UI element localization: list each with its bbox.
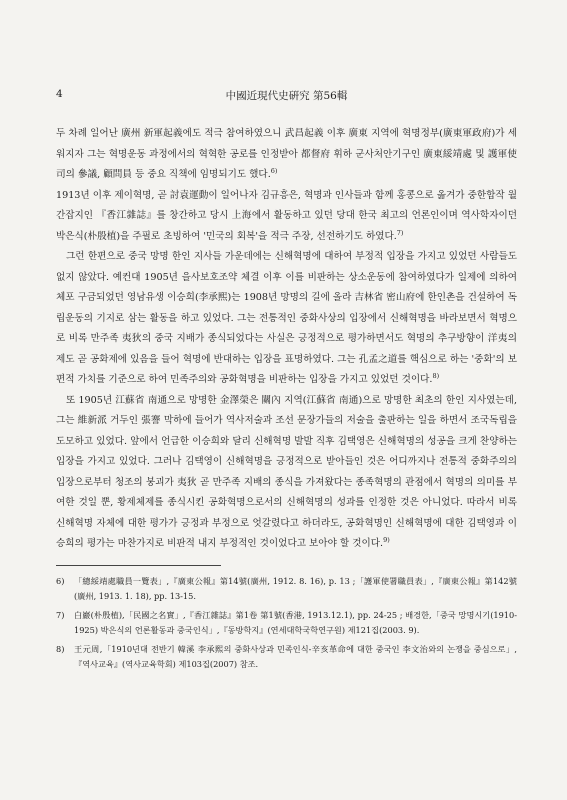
page-number: 4 [56, 88, 63, 100]
footnote-7 [56, 608, 517, 639]
footnote-text: 「總綏靖處職員一覽表」,『廣東公報』第14號(廣州, 1912. 8. 16), p. 13 ;「護軍使署職員表」,『廣東公報』第142號(廣州, 1913. 1. 18), pp. 13-15. [74, 575, 517, 601]
footnote-ref-7[interactable]: 7) [396, 228, 404, 237]
footnote-divider [56, 565, 221, 566]
journal-title: 中國近現代史硏究 第56輯 [225, 90, 348, 102]
paragraph-2: 1913년 이후 제이혁명, 곧 討袁運動이 일어나자 김규흥은, 혁명과 인사들과 함께 홍콩으로 옮겨가 중한합작 월간잡지인 『香江雜誌』를 창간하고 당시 上海에서 활동하고 있던 당대 한국 최고의 언론인이며 역사학자이던 박은식(朴殷植)을 주필로 초빙하여 '민국의 회복'을 적극 주장, 선전하기도 하였다.$^{7)}$ [56, 189, 517, 242]
footnote-ref-6[interactable]: 6) [270, 166, 278, 175]
footnote-8 [56, 642, 517, 673]
footnote-ref-8[interactable]: 8) [432, 371, 440, 380]
footnote-6 [56, 574, 517, 605]
footnote-number: 6) [56, 575, 65, 586]
footnote-text: 白巖(朴殷植),「民國之名實」,『香江雜誌』第1卷 第1號(香港, 1913.12.1), pp. 24-25 ; 배경한,「중국 망명시기(1910-1925) 박은식의 언론활동과 중국인식」,『동방학지』(연세대학국학연구원) 제121집(2003. 9). [74, 609, 517, 635]
paragraph-3: 그런 한편으로 중국 망명 한인 지사들 가운데에는 신해혁명에 대하여 부정적 입장을 가지고 있었던 사람들도 없지 않았다. 예컨대 1905년 을사보호조약 체결 이후 이를 비판하는 상소운동에 참여하였다가 일제에 의하여 체포 구금되었던 영남유생 이승희(李承熙)는 1908년 망명의 길에 올라 吉林省 密山府에 한인촌을 건설하여 독립운동의 기지로 삼는 활동을 하고 있었다. 그는 전통적인 중화사상의 입장에서 신해혁명을 바라보면서 혁명으로 비록 만주족 夷狄의 중국 지배가 종식되었다는 사실은 긍정적으로 평가하면서도 혁명의 추구방향이 洋夷의 제도 곧 공화제에 있음을 들어 혁명에 반대하는 입장을 표명하였다. 그는 孔孟之道를 핵심으로 하는 '중화'의 보편적 가치를 기준으로 하여 민족주의와 공화혁명을 비판하는 입장을 가지고 있었던 것이다.$^{8)}$ [56, 251, 517, 385]
footnote-text: 王元周,「1910년대 전반기 韓溪 李承熙의 중화사상과 민족인식-辛亥革命에 대한 중국인 李文治와의 논쟁을 중심으로」,『역사교육』(역사교육학회) 제103집(2007) 참조. [74, 643, 517, 669]
footnote-ref-9[interactable]: 9) [383, 535, 390, 544]
paragraph-1: 두 차례 일어난 廣州 新軍起義에도 적극 참여하였으니 武昌起義 이후 廣東 지역에 혁명정부(廣東軍政府)가 세워지자 그는 혁명운동 과정에서의 혁혁한 공로를 인정받아 都督府 휘하 군사처안기구인 廣東綏靖處 및 護軍使司의 參議, 顧問員 등 중요 직책에 임명되기도 했다.$^{6)}$ [56, 128, 517, 180]
body-text [56, 124, 517, 555]
running-header [56, 88, 517, 106]
paragraph-4: 또 1905년 江蘇省 南通으로 망명한 金澤榮은 關內 지역(江蘇省 南通)으로 망명한 최초의 한인 지사였는데, 그는 維新派 거두인 張謇 막하에 들어가 역사저술과 조선 문장가들의 저술을 출판하는 일을 하면서 조국독립을 도모하고 있었다. 앞에서 언급한 이승희와 달리 신해혁명 발발 직후 김택영은 신해혁명의 성공을 크게 찬양하는 입장을 가지고 있었다. 그러나 김택영이 신해혁명을 긍정적으로 받아들인 것은 어디까지나 전통적 중화주의의 입장으로부터 청조의 붕괴가 夷狄 곧 만주족 지배의 종식을 가져왔다는 종족혁명의 관점에서 혁명의 의미를 부여한 것일 뿐, 황제체제를 종식시킨 공화혁명으로서의 신해혁명의 성과를 인정한 것은 아니었다. 따라서 비록 신해혁명 자체에 대한 평가가 긍정과 부정으로 엇갈렸다고 하더라도, 공화혁명인 신해혁명에 대한 김택영과 이승희의 평가는 마찬가지로 비판적 내지 부정적인 것이었다고 보아야 할 것이다.$^{9)}$ [56, 394, 517, 549]
footnote-number: 8) [56, 643, 65, 654]
footnotes [56, 574, 517, 673]
footnote-number: 7) [56, 609, 65, 620]
